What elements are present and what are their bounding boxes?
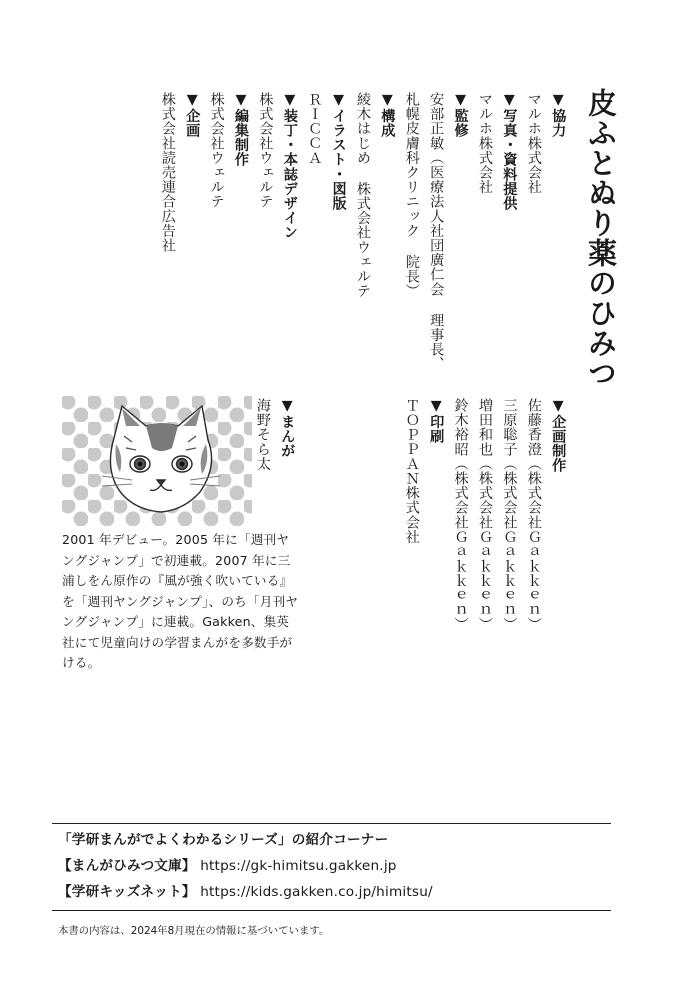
credit-heading: ▼まんが <box>279 398 296 459</box>
series-link-kids-net[interactable]: 【学研キッズネット】 https://kids.gakken.co.jp/himitsu/ <box>58 884 433 900</box>
bio-line: ける。 <box>62 655 101 670</box>
credit-name: ＴＯＰＰＡＮ株式会社 <box>403 398 420 544</box>
credit-name: 鈴木裕昭（株式会社Ｇａｋｋｅｎ） <box>452 398 469 632</box>
credit-heading: ▼イラスト・図版 <box>330 92 347 211</box>
credit-name: 株式会社読売連合広告社 <box>159 92 176 253</box>
series-link-himitsu-bunko[interactable]: 【まんがひみつ文庫】 https://gk-himitsu.gakken.jp <box>58 858 397 874</box>
divider-bottom <box>52 910 611 911</box>
bio-line: 浦しをん原作の『風が強く吹いている』 <box>62 573 293 588</box>
credit-name: 佐藤香澄（株式会社Ｇａｋｋｅｎ） <box>525 398 542 632</box>
credit-heading: ▼構成 <box>379 92 396 138</box>
credit-heading: ▼協力 <box>550 92 567 138</box>
bio-line: 2001 年デビュー。2005 年に「週刊ヤ <box>62 532 290 547</box>
series-heading: 「学研まんがでよくわかるシリーズ」の紹介コーナー <box>58 832 389 848</box>
credit-name: マルホ株式会社 <box>525 92 542 195</box>
credit-name: 株式会社ウェルテ <box>208 92 225 209</box>
credit-name: 札幌皮膚科クリニック 院長） <box>403 92 420 299</box>
credit-name: 増田和也（株式会社Ｇａｋｋｅｎ） <box>477 398 493 632</box>
credit-heading: ▼企画 <box>184 92 201 138</box>
cat-portrait-illustration <box>62 396 252 526</box>
bio-line: 社にて児童向けの学習まんがを多数手が <box>62 634 293 650</box>
credit-heading: ▼装丁・本誌デザイン <box>281 92 298 240</box>
divider-top <box>52 823 611 824</box>
credit-name: 株式会社ウェルテ <box>257 92 274 209</box>
credit-heading: ▼編集制作 <box>233 92 249 167</box>
credit-name: 安部正敏（医療法人社団廣仁会 理事長、 <box>428 92 445 372</box>
content-date-notice: 本書の内容は、2024年8月現在の情報に基づいています。 <box>58 925 330 937</box>
artist-bio <box>62 530 306 674</box>
credit-heading: ▼写真・資料提供 <box>501 92 518 211</box>
credit-name: 三原聡子（株式会社Ｇａｋｋｅｎ） <box>501 398 518 632</box>
credit-name: 綾木はじめ 株式会社ウェルテ <box>355 92 371 299</box>
credit-name: マルホ株式会社 <box>477 92 493 195</box>
credit-name: 海野そら太 <box>254 398 271 471</box>
bio-line: を「週刊ヤングジャンプ」、のち「月刊ヤ <box>62 593 299 609</box>
book-title: 皮ふとぬり薬のひみつ <box>584 88 618 388</box>
bio-line: ングジャンプ」に連載。Gakken、集英 <box>62 614 290 629</box>
bio-line: ングジャンプ」で初連載。2007 年に三 <box>62 552 291 568</box>
credit-heading: ▼企画制作 <box>550 398 567 473</box>
credit-heading: ▼印刷 <box>428 398 445 444</box>
credit-heading: ▼監修 <box>452 92 469 138</box>
credit-name: ＲＩＣＣＡ <box>306 92 323 165</box>
